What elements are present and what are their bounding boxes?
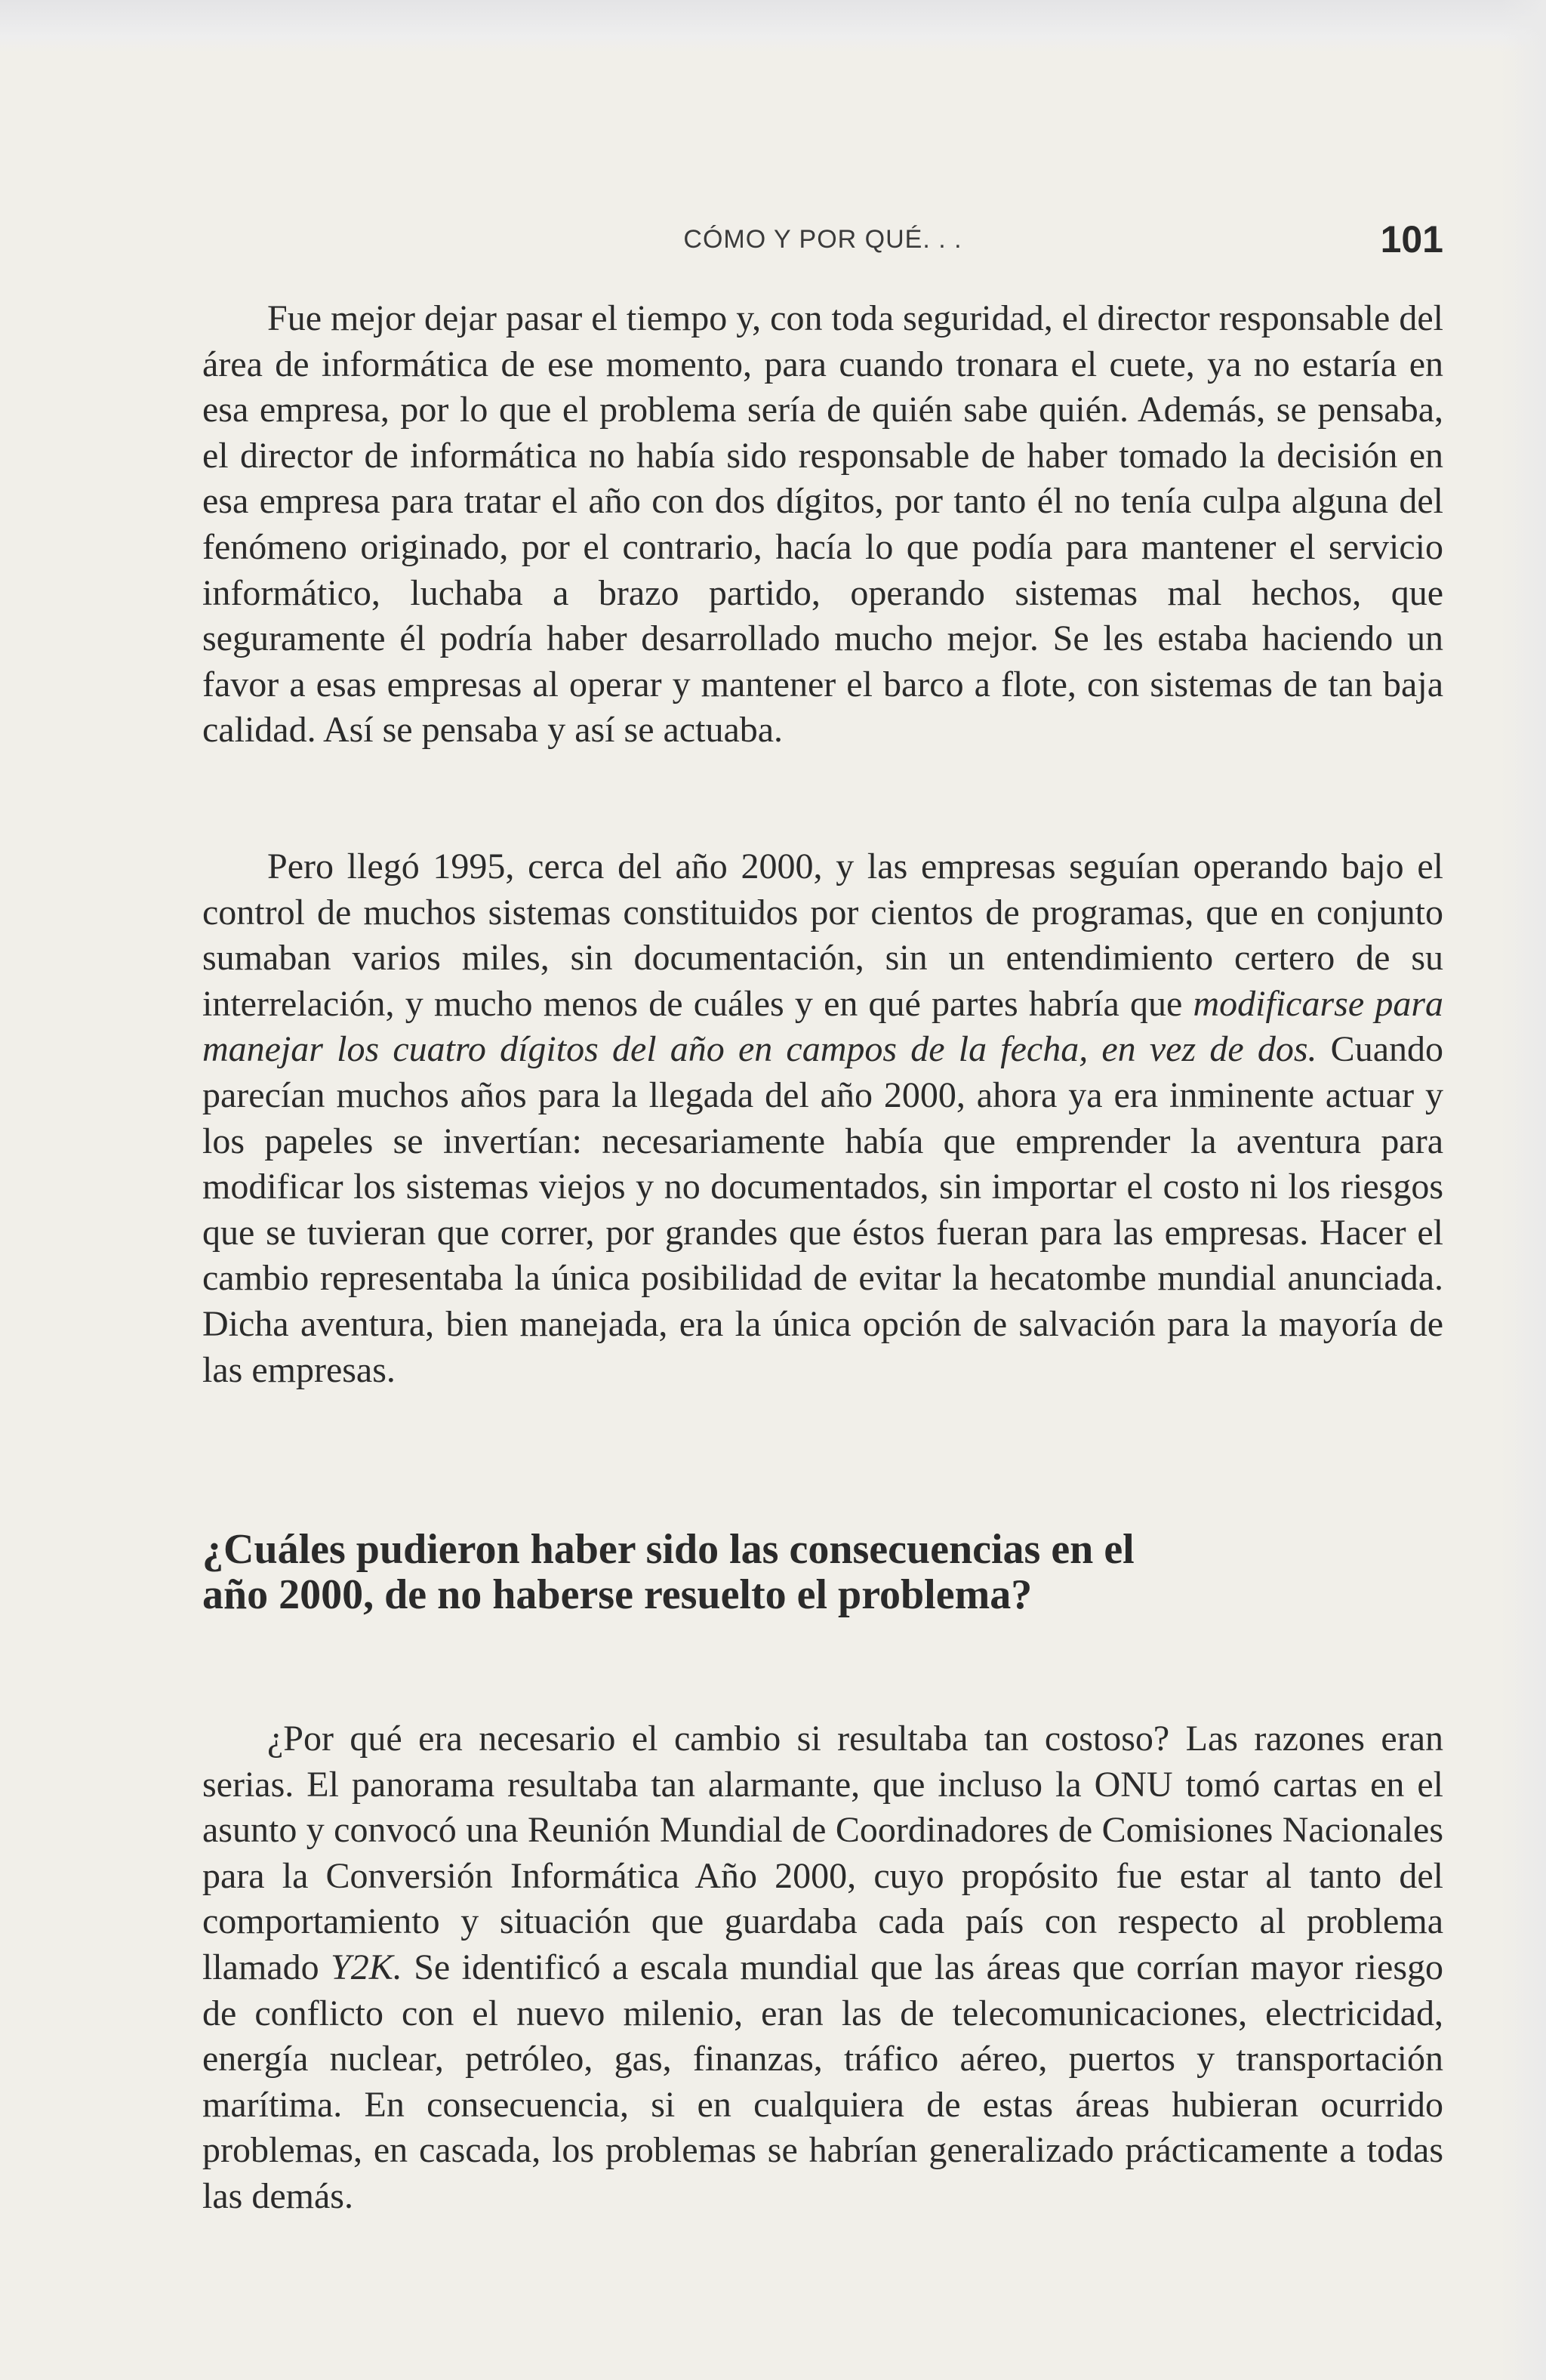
running-head: CÓMO Y POR QUÉ. . . <box>683 225 962 254</box>
section-heading: ¿Cuáles pudieron haber sido las consecuencias en el año 2000, de no haberse resuelto el problema? <box>202 1526 1135 1618</box>
paragraph-2-italic-text: modificarse para manejar los cuatro dígitos del año en campos de la fecha, en vez de dos. <box>202 983 1443 1070</box>
paragraph-2-text-start: Pero llegó 1995, cerca del año 2000, y las empresas seguían operando bajo el control de muchos sistemas constituidos por cientos de programas, que en conjunto sumaban varios miles, sin documentación, sin un entendimiento certero de su interrelación, y mucho menos de cuáles y en qué partes habría que <box>202 846 1443 1024</box>
paragraph-3-text-end: Se identificó a escala mundial que las áreas que corrían mayor riesgo de conflicto con el nuevo milenio, eran las de telecomunicaciones, electricidad, energía nuclear, petróleo, gas, finanzas, tráfico aéreo, puertos y transportación marítima. En consecuencia, si en cualquiera de estas áreas hubieran ocurrido problemas, en cascada, los problemas se habrían generalizado prácticamente a todas las demás. <box>202 1947 1443 2216</box>
body-paragraph-2 <box>202 844 1443 1393</box>
paragraph-3-text-start: ¿Por qué era necesario el cambio si resultaba tan costoso? Las razones eran serias. El panorama resultaba tan alarmante, que incluso la ONU tomó cartas en el asunto y convocó una Reunión Mundial de Coordinadores de Comisiones Nacionales para la Conversión Informática Año 2000, cuyo propósito fue estar al tanto del comportamiento y situación que guardaba cada país con respecto al problema llamado <box>202 1719 1443 1987</box>
body-paragraph-3 <box>202 1716 1443 2220</box>
paragraph-2-text-end: Cuando parecían muchos años para la llegada del año 2000, ahora ya era inminente actuar y los papeles se invertían: necesariamente había que emprender la aventura para modificar los sistemas viejos y no documentados, sin importar el costo ni los riesgos que se tuvieran que correr, por grandes que éstos fueran para las empresas. Hacer el cambio representaba la única posibilidad de evitar la hecatombe mundial anunciada. Dicha aventura, bien manejada, era la única opción de salvación para la mayoría de las empresas. <box>202 1029 1443 1390</box>
paragraph-3-italic-text: Y2K. <box>331 1947 402 1987</box>
body-paragraph-1 <box>202 296 1443 754</box>
paragraph-1-text: Fue mejor dejar pasar el tiempo y, con toda seguridad, el director responsable del área de informática de ese momento, para cuando tronara el cuete, ya no estaría en esa empresa, por lo que el problema sería de quién sabe quién. Además, se pensaba, el director de informática no había sido responsable de haber tomado la decisión en esa empresa para tratar el año con dos dígitos, por tanto él no tenía culpa alguna del fenómeno originado, por el contrario, hacía lo que podía para mantener el servicio informático, luchaba a brazo partido, operando sistemas mal hechos, que seguramente él podría haber desarrollado mucho mejor. Se les estaba haciendo un favor a esas empresas al operar y mantener el barco a flote, con sistemas de tan baja calidad. Así se pensaba y así se actuaba. <box>202 298 1443 751</box>
scan-top-margin <box>0 0 1546 53</box>
page-number: 101 <box>1380 218 1443 261</box>
scan-right-edge <box>1501 0 1546 2380</box>
page-header <box>202 217 1443 266</box>
